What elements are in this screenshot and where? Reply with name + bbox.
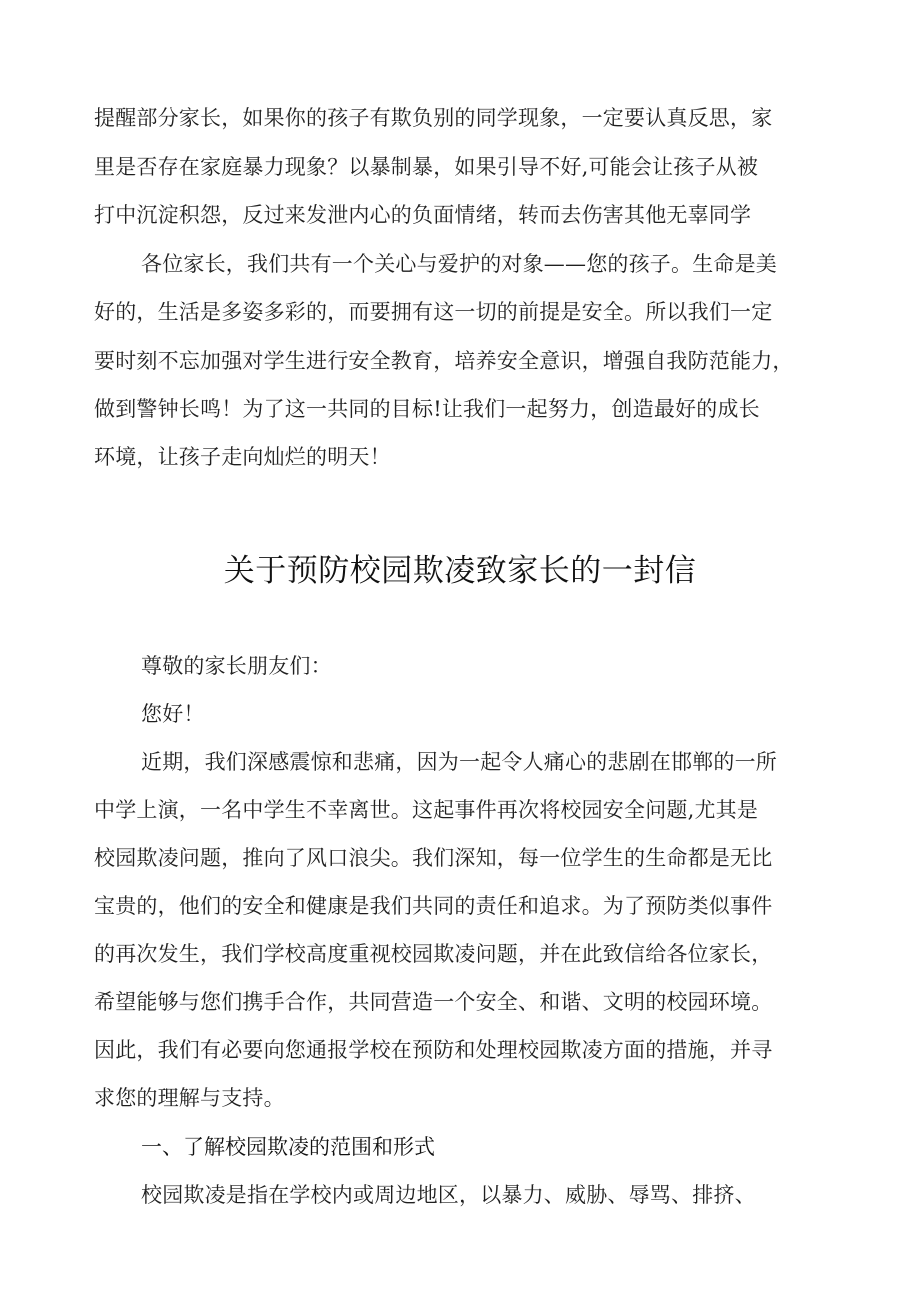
paragraph-line: 做到警钟长鸣！为了这一共同的目标!让我们一起努力，创造最好的成长	[94, 397, 760, 421]
body-line: 校园欺凌问题，推向了风口浪尖。我们深知，每一位学生的生命都是无比	[94, 846, 773, 870]
body-line: 的再次发生，我们学校高度重视校园欺凌问题，并在此致信给各位家长，	[94, 942, 773, 966]
paragraph-line: 好的，生活是多姿多彩的，而要拥有这一切的前提是安全。所以我们一定	[94, 300, 773, 324]
letter-title: 关于预防校园欺凌致家长的一封信	[223, 553, 697, 589]
body-line: 希望能够与您们携手合作，共同营造一个安全、和谐、文明的校园环境。	[94, 990, 773, 1014]
paragraph-line: 各位家长，我们共有一个关心与爱护的对象——您的孩子。生命是美	[141, 252, 777, 276]
body-line: 中学上演，一名中学生不幸离世。这起事件再次将校园安全问题,尤其是	[94, 798, 759, 822]
paragraph-line: 提醒部分家长，如果你的孩子有欺负别的同学现象，一定要认真反思，家	[94, 106, 773, 130]
letter-greeting: 您好！	[141, 702, 205, 726]
paragraph-line: 环境，让孩子走向灿烂的明天！	[94, 445, 391, 469]
body-line: 求您的理解与支持。	[94, 1086, 285, 1110]
section-heading: 一、了解校园欺凌的范围和形式	[141, 1135, 435, 1159]
body-line: 因此，我们有必要向您通报学校在预防和处理校园欺凌方面的措施，并寻	[94, 1038, 773, 1062]
paragraph-line: 里是否存在家庭暴力现象？以暴制暴，如果引导不好,可能会让孩子从被	[94, 155, 759, 179]
section-line: 校园欺凌是指在学校内或周边地区，以暴力、威胁、辱骂、排挤、	[141, 1183, 756, 1207]
paragraph-line: 要时刻不忘加强对学生进行安全教育，培养安全意识，增强自我防范能力，	[94, 349, 794, 373]
body-line: 近期，我们深感震惊和悲痛，因为一起令人痛心的悲剧在邯郸的一所	[141, 750, 777, 774]
paragraph-line: 打中沉淀积怨，反过来发泄内心的负面情绪，转而去伤害其他无辜同学	[94, 203, 752, 227]
body-line: 宝贵的，他们的安全和健康是我们共同的责任和追求。为了预防类似事件	[94, 894, 773, 918]
letter-salutation: 尊敬的家长朋友们：	[141, 654, 332, 678]
